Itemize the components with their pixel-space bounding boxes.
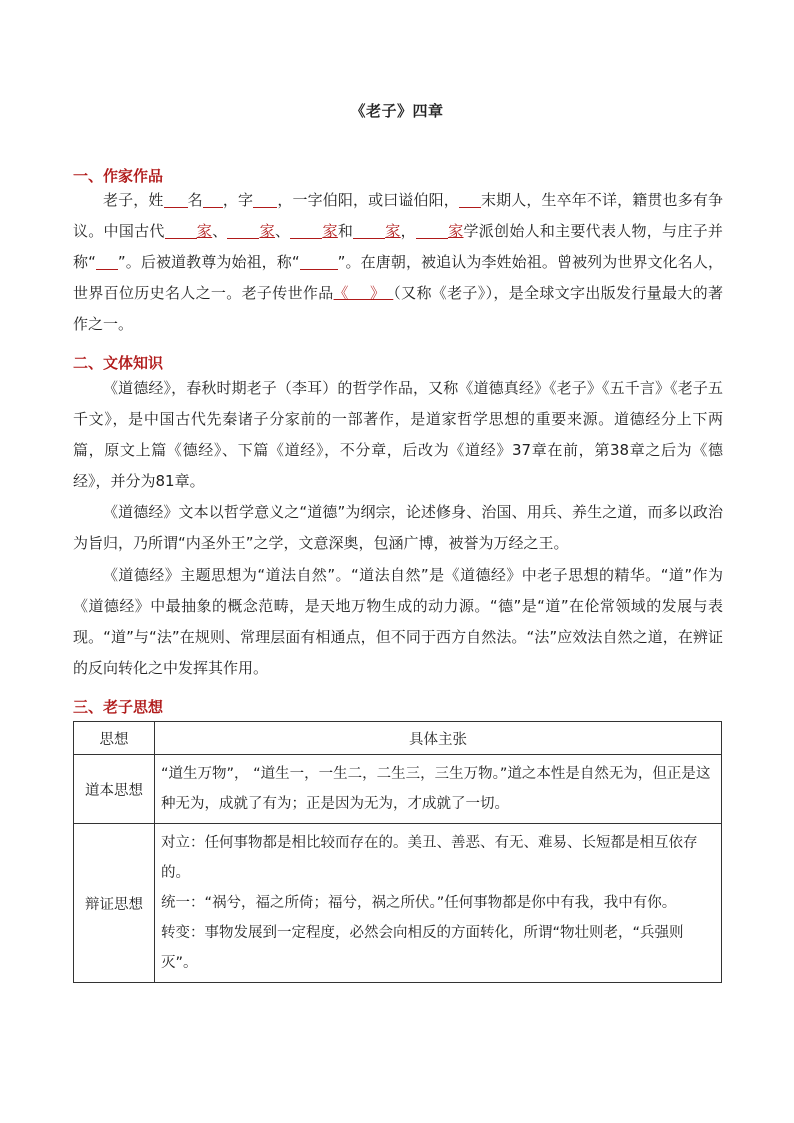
paragraph-genre-2: 《道德经》文本以哲学意义之“道德”为纲宗，论述修身、治国、用兵、养生之道，而多以政治为旨归，乃所谓“内圣外王”之学，文意深奥，包涵广博，被誉为万经之王。: [73, 503, 723, 552]
text-fragment: ，: [400, 222, 416, 240]
fill-blank: [227, 222, 259, 239]
fill-blank: [290, 222, 322, 239]
section-heading-thought: 三、老子思想: [73, 698, 164, 716]
fill-blank: [416, 222, 448, 239]
table-header-cell: 具体主张: [155, 722, 722, 755]
text-fragment: ，字: [222, 191, 254, 209]
table-cell: [155, 824, 722, 983]
underlined-text: 家: [385, 222, 401, 240]
table-cell-line: “道生万物”， “道生一，一生二，二生三，三生万物。”道之本性是自然无为，但正是这种无为，成就了有为；正是因为无为，才成就了一切。: [161, 766, 711, 812]
fill-blank: [96, 253, 118, 270]
table-cell-line: 对立：任何事物都是相比较而存在的。美丑、善恶、有无、难易、长短都是相互依存的。: [161, 835, 698, 881]
paragraph-genre-1: 《道德经》，春秋时期老子（李耳）的哲学作品，又称《道德真经》《老子》《五千言》《老子五千文》，是中国古代先秦诸子分家前的一部著作，是道家哲学思想的重要来源。道德经分上下两篇，原文上篇《德经》、下篇《道经》，不分章，后改为《道经》37章在前，第38章之后为《德经》，并分为81章。: [73, 379, 723, 490]
table-row: [74, 824, 722, 983]
fill-blank: [165, 222, 197, 239]
fill-blank: [253, 191, 277, 208]
thought-table: [73, 721, 722, 983]
text-fragment: （又称《老子》），是全球文字出版发行量最大的著作之一。: [73, 284, 723, 333]
table-cell-line: 统一：“祸兮，福之所倚；福兮，祸之所伏。”任何事物都是你中有我，我中有你。: [161, 895, 677, 911]
text-fragment: 、: [275, 222, 291, 240]
paragraph-genre-3: 《道德经》主题思想为“道法自然”。“道法自然”是《道德经》中老子思想的精华。“道”作为《道德经》中最抽象的概念范畴，是天地万物生成的动力源。“德”是“道”在伦常领域的发展与表现。“道”与“法”在规则、常理层面有相通点，但不同于西方自然法。“法”应效法自然之道，在辨证的反向转化之中发挥其作用。: [73, 566, 723, 677]
table-row: [74, 755, 722, 824]
underlined-text: 家: [259, 222, 276, 240]
underlined-text: 家: [196, 222, 213, 240]
fill-blank: [164, 191, 188, 208]
table-cell-line: 转变：事物发展到一定程度，必然会向相反的方面转化，所谓“物壮则老，“兵强则灭”。: [161, 925, 684, 971]
text-fragment: 、: [212, 222, 228, 240]
text-fragment: ”。在唐朝，被追认为李姓始祖。曾被列为世界文化名人，世界百位历史名人之一。老子传世作品: [73, 253, 723, 302]
table-row-label: 道本思想: [74, 755, 155, 824]
fill-blank: [459, 191, 481, 208]
fill-blank: [203, 191, 223, 208]
table-row-label: 辩证思想: [74, 824, 155, 983]
text-fragment: 末期人，生卒年不详，籍贯也多有争议。中国古代: [73, 191, 723, 240]
table-header-cell: 思想: [74, 722, 155, 755]
page-title: 《老子》四章: [350, 102, 444, 120]
underlined-text: 家: [322, 222, 338, 240]
text-fragment: 和: [337, 222, 354, 240]
text-fragment: 学派创始人和主要代表人物，与庄子并称“: [73, 222, 723, 271]
text-fragment: ，一字伯阳，或曰谥伯阳，: [277, 191, 459, 209]
text-fragment: 名: [187, 191, 203, 209]
underlined-text: 家: [447, 222, 464, 240]
section-heading-author: 一、作家作品: [73, 167, 164, 185]
underlined-text: 《 》: [333, 284, 394, 302]
section-heading-genre: 二、文体知识: [73, 354, 164, 372]
text-fragment: ”。后被道教尊为始祖，称“: [117, 253, 300, 271]
paragraph-author-intro: [73, 185, 723, 340]
text-fragment: 老子，姓: [103, 191, 164, 209]
table-cell: [155, 755, 722, 824]
fill-blank: [300, 253, 338, 270]
table-header-row: [74, 722, 722, 755]
fill-blank: [353, 222, 385, 239]
